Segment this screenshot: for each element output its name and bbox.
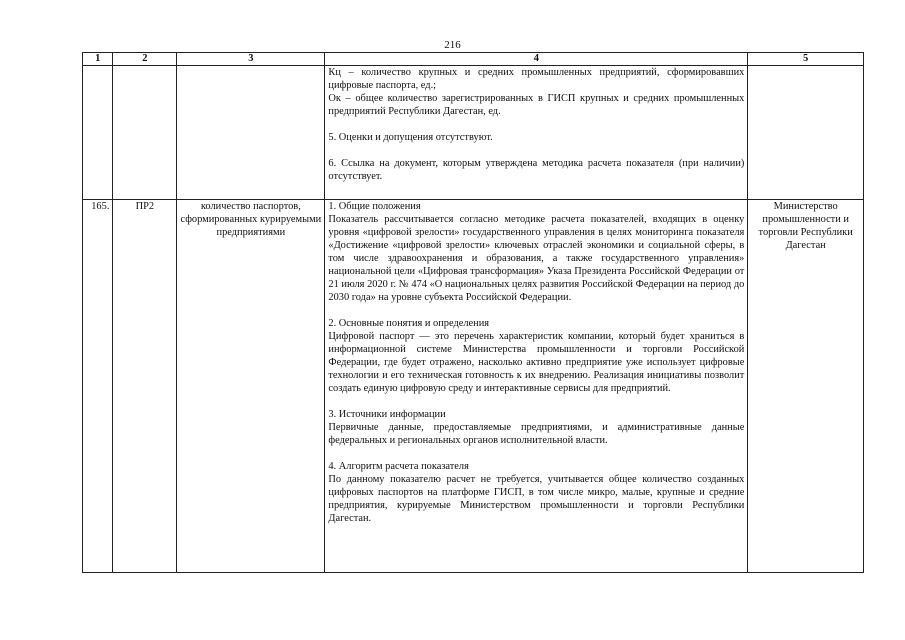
section-algorithm (328, 460, 744, 525)
section-body: Показатель рассчитывается согласно методике расчета показателей, входящих в оценку уровня «цифровой зрелости» государственного управления в целях мониторинга показателя «Достижение «цифровой зрелости» ключевых отраслей экономики и социальной сферы, в том числе здравоохранения и образования, а также государственного управления» национальной цели «Цифровая трансформация» Указа Президента Российской Федерации от 21 июля 2020 г. № 474 «О национальных целях развития Российской Федерации на период до 2030 года» на уровне субъекта Российской Федерации. (328, 214, 745, 303)
indicator-code: ПР2 (113, 200, 177, 573)
section-general (328, 200, 744, 304)
section-definitions (328, 317, 744, 395)
indicator-number: 165. (83, 200, 113, 573)
indicator-description (325, 200, 748, 573)
header-col-5: 5 (748, 53, 864, 66)
section-body: Первичные данные, предоставляемые предприятиями, и административные данные федеральных и региональных органов исполнительной власти. (328, 422, 745, 446)
cont-cell-description (325, 66, 748, 200)
section-heading: 4. Алгоритм расчета показателя (328, 461, 469, 472)
table-row (83, 200, 864, 573)
cont-cell-code (113, 66, 177, 200)
cont-cell-responsible (748, 66, 864, 200)
header-col-3: 3 (177, 53, 325, 66)
header-col-1: 1 (83, 53, 113, 66)
section-heading: 2. Основные понятия и определения (328, 318, 490, 329)
cont-paragraph-method-doc: 6. Ссылка на документ, которым утверждена методика расчета показателя (при наличии) отсутствует. (328, 158, 745, 182)
cont-paragraph-formula-vars: Кц – количество крупных и средних промышленных предприятий, сформировавших цифровые паспорта, ед.; Ок – общее количество зарегистрированных в ГИСП крупных и средних промышленных предприятий Республики Дагестан, ед. (328, 67, 745, 117)
header-col-2: 2 (113, 53, 177, 66)
cont-paragraph-assumptions: 5. Оценки и допущения отсутствуют. (328, 132, 493, 143)
indicator-name: количество паспортов, сформированных курируемыми предприятиями (177, 200, 325, 573)
responsible-authority: Министерство промышленности и торговли Республики Дагестан (748, 200, 864, 573)
continuation-row (83, 66, 864, 200)
header-col-4: 4 (325, 53, 748, 66)
indicator-table (82, 52, 864, 573)
section-sources (328, 408, 744, 447)
section-heading: 1. Общие положения (328, 201, 421, 212)
table-header-row (83, 53, 864, 66)
section-heading: 3. Источники информации (328, 409, 446, 420)
cont-cell-name (177, 66, 325, 200)
cont-cell-number (83, 66, 113, 200)
page-number: 216 (444, 39, 461, 51)
section-body: По данному показателю расчет не требуется, учитывается общее количество созданных цифровых паспортов на платформе ГИСП, в том числе микро, малые, крупные и средние предприятия, курируемые Министерством промышленности и торговли Республики Дагестан. (328, 474, 745, 524)
section-body: Цифровой паспорт — это перечень характеристик компании, который будет храниться в информационной системе Министерства промышленности и торговли Российской Федерации, где будет отражено, насколько активно предприятие уже использует цифровые технологии и его техническая готовность к их внедрению. Реализация инициативы позволит создать единую цифровую среду и интерактивные сервисы для предприятий. (328, 331, 745, 394)
